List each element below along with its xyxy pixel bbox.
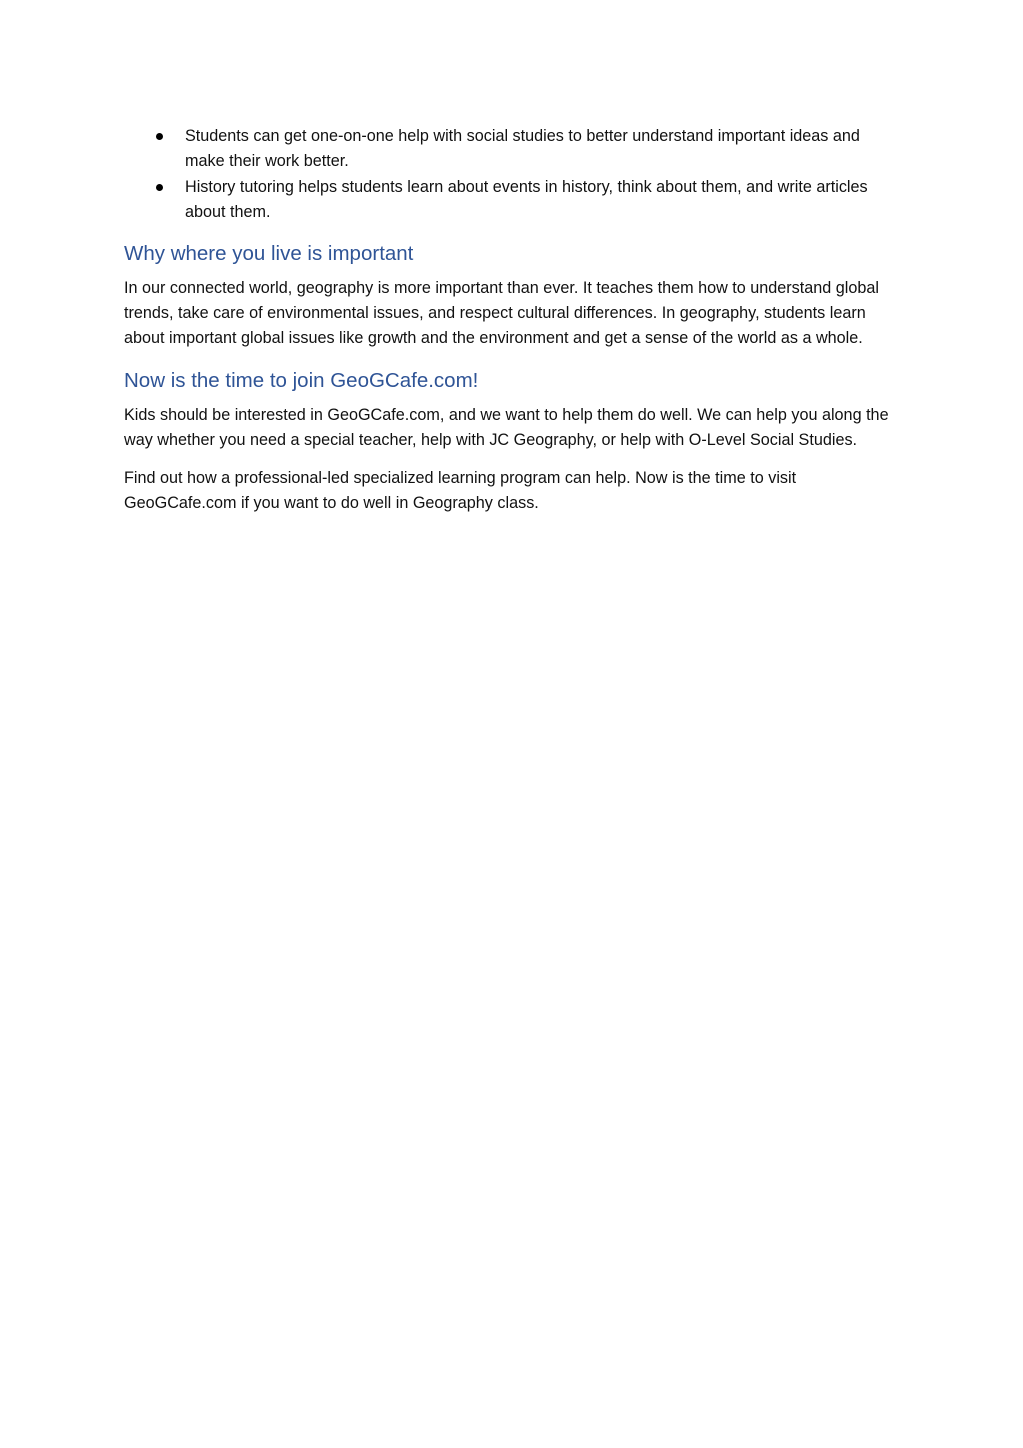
bullet-text: History tutoring helps students learn about events in history, think about them, and write articles about them. xyxy=(185,178,868,221)
bullet-text: Students can get one-on-one help with social studies to better understand important ideas and make their work better. xyxy=(185,127,860,170)
list-item xyxy=(124,175,899,225)
section-heading-geography-importance: Why where you live is important xyxy=(124,242,414,265)
document-body xyxy=(124,124,899,529)
list-item xyxy=(124,124,899,174)
section-paragraph: In our connected world, geography is more important than ever. It teaches them how to understand global trends, take care of environmental issues, and respect cultural differences. In geography, students learn about important global issues like growth and the environment and get a sense of the world as a whole. xyxy=(124,279,879,347)
section-heading-join: Now is the time to join GeoGCafe.com! xyxy=(124,369,479,392)
bullet-icon xyxy=(156,133,163,140)
section-paragraph: Kids should be interested in GeoGCafe.com, and we want to help them do well. We can help you along the way whether you need a special teacher, help with JC Geography, or help with O-Level Social Studies. xyxy=(124,406,889,449)
bullet-icon xyxy=(156,184,163,191)
bullet-list xyxy=(124,124,899,225)
section-paragraph: Find out how a professional-led specialized learning program can help. Now is the time to visit GeoGCafe.com if you want to do well in Geography class. xyxy=(124,469,797,512)
